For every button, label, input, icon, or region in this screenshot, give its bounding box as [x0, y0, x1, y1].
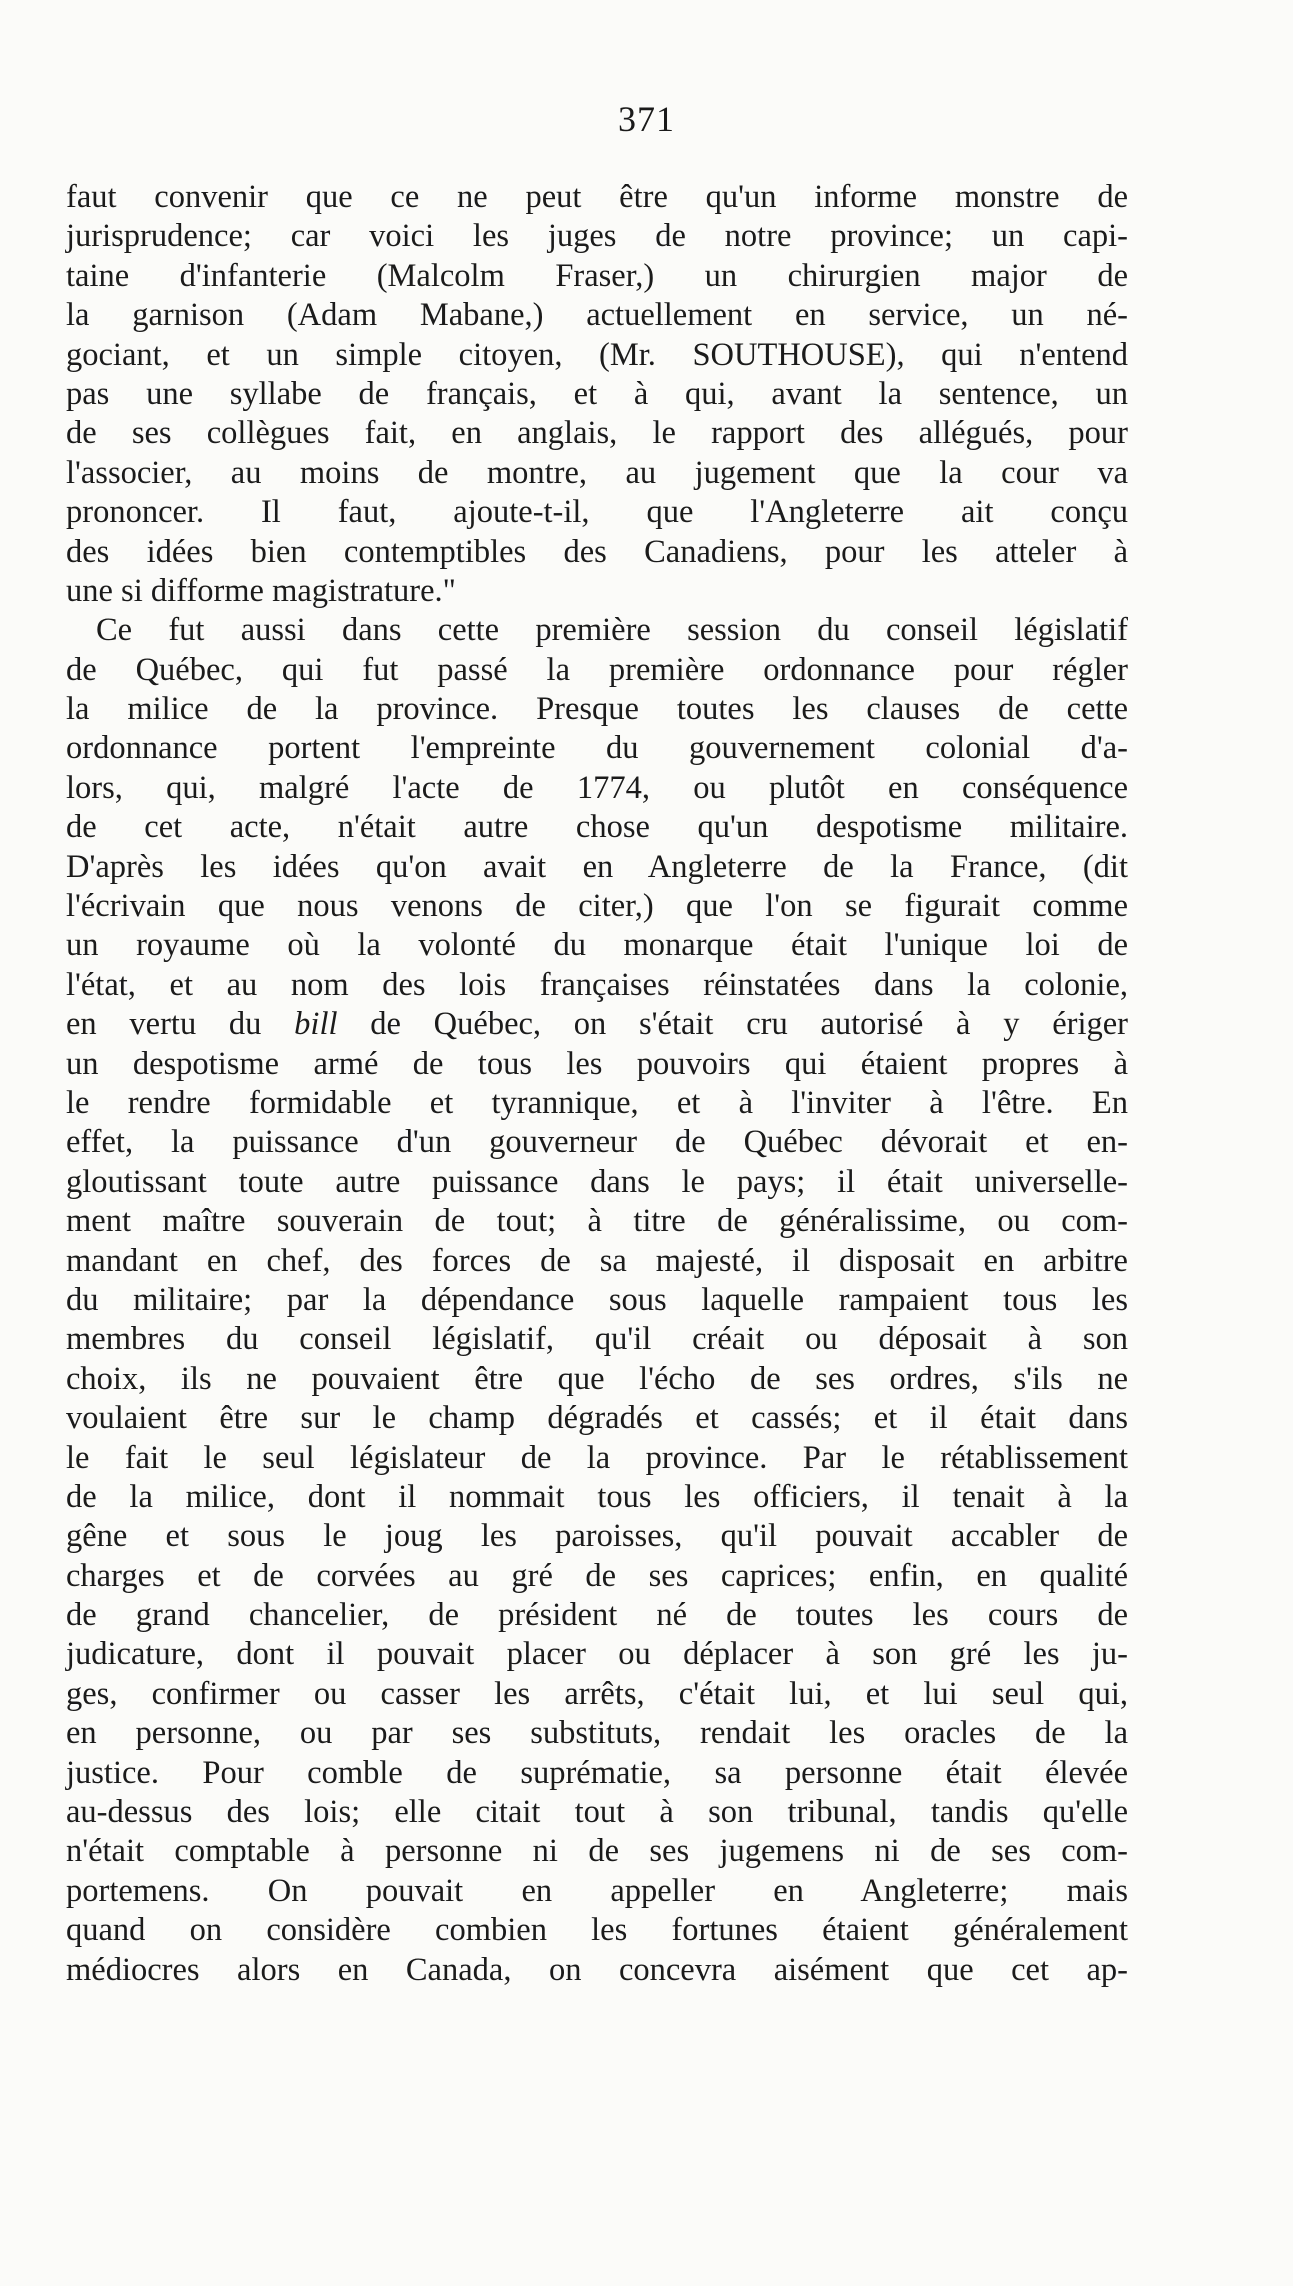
text-line: de Québec, qui fut passé la première ordonnance pour régler: [66, 651, 1128, 688]
text-line: un despotisme armé de tous les pouvoirs qui étaient propres à: [66, 1045, 1128, 1082]
text-line: gêne et sous le joug les paroisses, qu'il pouvait accabler de: [66, 1518, 1128, 1555]
text-line: taine d'infanterie (Malcolm Fraser,) un chirurgien major de: [66, 257, 1128, 294]
text-line: la garnison (Adam Mabane,) actuellement en service, un né-: [66, 297, 1128, 334]
text-line: faut convenir que ce ne peut être qu'un informe monstre de: [66, 179, 1128, 215]
text-line: l'écrivain que nous venons de citer,) que l'on se figurait comme: [66, 888, 1128, 925]
italic-word: bill: [294, 1006, 338, 1043]
text-line: voulaient être sur le champ dégradés et cassés; et il était dans: [66, 1400, 1128, 1437]
text-line: portemens. On pouvait en appeller en Angleterre; mais: [66, 1872, 1128, 1909]
text-line: de ses collègues fait, en anglais, le rapport des allégués, pour: [66, 415, 1128, 452]
text-line: Ce fut aussi dans cette première session du conseil législatif: [96, 612, 1128, 649]
text-line: n'était comptable à personne ni de ses jugemens ni de ses com-: [66, 1833, 1128, 1870]
text-line: choix, ils ne pouvaient être que l'écho de ses ordres, s'ils ne: [66, 1360, 1128, 1397]
text-line: du militaire; par la dépendance sous laquelle rampaient tous les: [66, 1281, 1128, 1318]
text-line: effet, la puissance d'un gouverneur de Québec dévorait et en-: [66, 1124, 1128, 1161]
text-line: justice. Pour comble de suprématie, sa personne était élevée: [66, 1754, 1128, 1791]
text-line: pas une syllabe de français, et à qui, avant la sentence, un: [66, 375, 1128, 412]
text-line: l'associer, au moins de montre, au jugement que la cour va: [66, 454, 1128, 491]
text-line: en personne, ou par ses substituts, rendait les oracles de la: [66, 1715, 1128, 1752]
text-line: en vertu du bill de Québec, on s'était cru autorisé à y ériger: [66, 1006, 1128, 1043]
text-line: gloutissant toute autre puissance dans le pays; il était universelle-: [66, 1163, 1128, 1200]
text-line: gociant, et un simple citoyen, (Mr. SOUTHOUSE), qui n'entend: [66, 336, 1128, 373]
text-line: ment maître souverain de tout; à titre de généralissime, ou com-: [66, 1203, 1128, 1240]
text-line: un royaume où la volonté du monarque était l'unique loi de: [66, 927, 1128, 964]
text-line: de grand chancelier, de président né de toutes les cours de: [66, 1597, 1128, 1634]
text-line: mandant en chef, des forces de sa majesté, il disposait en arbitre: [66, 1242, 1128, 1279]
text-line: la milice de la province. Presque toutes les clauses de cette: [66, 691, 1128, 728]
text-line: médiocres alors en Canada, on concevra aisément que cet ap-: [66, 1951, 1128, 1988]
text-line: judicature, dont il pouvait placer ou déplacer à son gré les ju-: [66, 1636, 1128, 1673]
text-line: au-dessus des lois; elle citait tout à son tribunal, tandis qu'elle: [66, 1794, 1128, 1831]
text-line: quand on considère combien les fortunes étaient généralement: [66, 1912, 1128, 1949]
page-number: 371: [618, 99, 675, 139]
text-line: lors, qui, malgré l'acte de 1774, ou plutôt en conséquence: [66, 769, 1128, 806]
text-line: de cet acte, n'était autre chose qu'un despotisme militaire.: [66, 809, 1128, 846]
text-line: D'après les idées qu'on avait en Angleterre de la France, (dit: [66, 848, 1128, 885]
text-line: de la milice, dont il nommait tous les officiers, il tenait à la: [66, 1478, 1128, 1515]
body-text: [66, 178, 1128, 1990]
text-line: jurisprudence; car voici les juges de notre province; un capi-: [66, 218, 1128, 255]
text-line: ordonnance portent l'empreinte du gouvernement colonial d'a-: [66, 730, 1128, 767]
text-line: des idées bien contemptibles des Canadiens, pour les atteler à: [66, 533, 1128, 570]
text-line: le rendre formidable et tyrannique, et à l'inviter à l'être. En: [66, 1084, 1128, 1121]
text-line: une si difforme magistrature.": [66, 572, 456, 609]
text-line: l'état, et au nom des lois françaises réinstatées dans la colonie,: [66, 966, 1128, 1003]
text-line: le fait le seul législateur de la province. Par le rétablissement: [66, 1439, 1128, 1476]
text-line: prononcer. Il faut, ajoute-t-il, que l'Angleterre ait conçu: [66, 494, 1128, 531]
text-line: charges et de corvées au gré de ses caprices; enfin, en qualité: [66, 1557, 1128, 1594]
text-line: membres du conseil législatif, qu'il créait ou déposait à son: [66, 1321, 1128, 1358]
text-line: ges, confirmer ou casser les arrêts, c'était lui, et lui seul qui,: [66, 1675, 1128, 1712]
